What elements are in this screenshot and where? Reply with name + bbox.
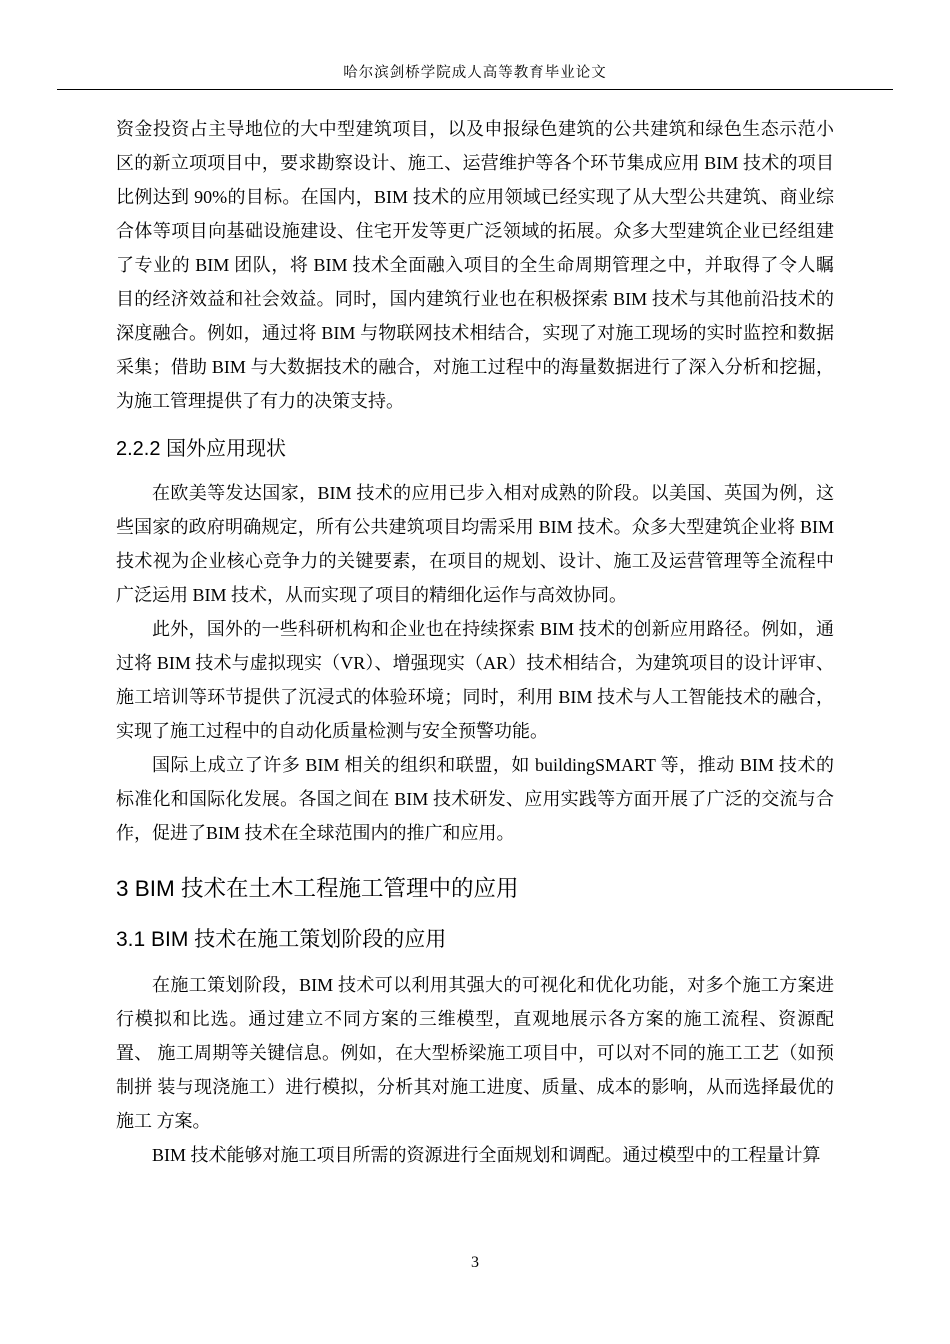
section-heading-3-1: 3.1 BIM 技术在施工策划阶段的应用: [116, 928, 447, 951]
header-rule: [57, 89, 893, 90]
body-paragraph: 在欧美等发达国家，BIM 技术的应用已步入相对成熟的阶段。以美国、英国为例，这 些国家的政府明确规定，所有公共建筑项目均需采用 BIM 技术。众多大型建筑企业将 BIM 技术视为企业核心竞争力的关键要素，在项目的规划、设计、施工及运营管理等全流程中 广泛运用 BIM 技术，从而实现了项目的精细化运作与高效协同。: [116, 483, 834, 605]
page-number: 3: [471, 1254, 479, 1271]
body-paragraph-continuation: 资金投资占主导地位的大中型建筑项目，以及申报绿色建筑的公共建筑和绿色生态示范小区的新立项项目中，要求勘察设计、施工、运营维护等各个环节集成应用 BIM 技术的项目 比例达到 90%的目标。在国内，BIM 技术的应用领域已经实现了从大型公共建筑、商业综 合体等项目向基础设施建设、住宅开发等更广泛领域的拓展。众多大型建筑企业已经组建 了专业的 BIM 团队，将 BIM 技术全面融入项目的全生命周期管理之中，并取得了令人瞩 目的经济效益和社会效益。同时，国内建筑行业也在积极探索 BIM 技术与其他前沿技术的 深度融合。例如，通过将 BIM 与物联网技术相结合，实现了对施工现场的实时监控和数据 采集；借助 BIM 与大数据技术的融合，对施工过程中的海量数据进行了深入分析和挖掘， 为施工管理提供了有力的决策支持。: [116, 119, 834, 411]
body-paragraph: 此外，国外的一些科研机构和企业也在持续探索 BIM 技术的创新应用路径。例如，通过将 BIM 技术与虚拟现实（VR）、增强现实（AR）技术相结合，为建筑项目的设计评审、 施工培训等环节提供了沉浸式的体验环境；同时，利用 BIM 技术与人工智能技术的融合， 实现了施工过程中的自动化质量检测与安全预警功能。: [116, 619, 834, 741]
body-paragraph: BIM 技术能够对施工项目所需的资源进行全面规划和调配。通过模型中的工程量计算: [152, 1145, 821, 1165]
page-header: [57, 64, 893, 98]
section-heading-2-2-2: 2.2.2 国外应用现状: [116, 438, 287, 460]
header-title: 哈尔滨剑桥学院成人高等教育毕业论文: [343, 65, 607, 81]
document-body: [116, 112, 834, 1172]
chapter-heading-3: 3 BIM 技术在土木工程施工管理中的应用: [116, 876, 519, 901]
body-paragraph: 国际上成立了许多 BIM 相关的组织和联盟，如 buildingSMART 等，推动 BIM 技术的 标准化和国际化发展。各国之间在 BIM 技术研发、应用实践等方面开展了广泛的交流与合 作，促进了BIM 技术在全球范围内的推广和应用。: [116, 755, 834, 843]
body-paragraph: 在施工策划阶段，BIM 技术可以利用其强大的可视化和优化功能，对多个施工方案进行模拟和比选。通过建立不同方案的三维模型，直观地展示各方案的施工流程、资源配置、 施工周期等关键信息。例如，在大型桥梁施工项目中，可以对不同的施工工艺（如预制拼 装与现浇施工）进行模拟，分析其对施工进度、质量、成本的影响，从而选择最优的施工 方案。: [116, 975, 834, 1131]
